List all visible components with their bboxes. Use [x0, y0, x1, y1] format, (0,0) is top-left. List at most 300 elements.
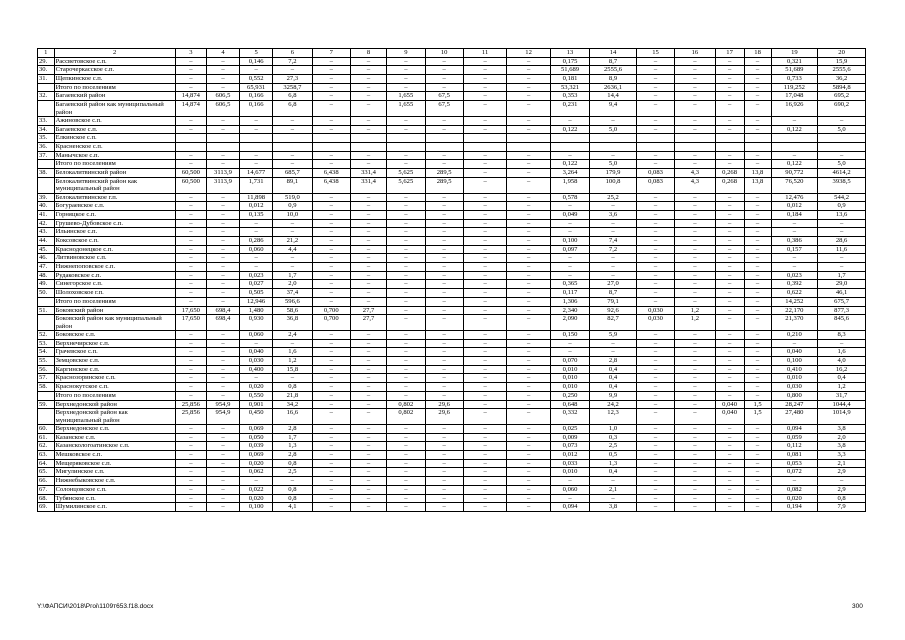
table-cell: – [590, 151, 637, 160]
table-cell: 46,1 [818, 289, 866, 298]
table-cell: – [771, 477, 818, 486]
table-cell: 8,3 [818, 331, 866, 340]
table-cell: – [350, 202, 386, 211]
column-number-header: 12 [507, 49, 551, 58]
table-cell: 0,122 [771, 160, 818, 169]
table-cell: – [350, 66, 386, 75]
row-name: Мешковское с.п. [54, 451, 175, 460]
table-cell: – [744, 210, 771, 219]
table-cell: – [206, 451, 239, 460]
table-cell: – [463, 400, 507, 409]
table-cell: 14,252 [771, 297, 818, 306]
table-cell: – [387, 116, 425, 125]
table-cell: 1,731 [240, 177, 273, 193]
table-cell: 0,365 [550, 280, 589, 289]
table-cell: 82,7 [590, 315, 637, 331]
table-cell: – [818, 228, 866, 237]
table-cell: – [715, 271, 744, 280]
table-cell: – [715, 365, 744, 374]
table-cell: 16,6 [273, 409, 312, 425]
table-cell: – [175, 210, 206, 219]
table-cell: – [636, 75, 674, 84]
table-cell: 0,112 [771, 442, 818, 451]
table-cell: 0,010 [550, 468, 589, 477]
table-cell: – [425, 57, 463, 66]
table-cell: – [636, 374, 674, 383]
table-cell: – [507, 433, 551, 442]
table-cell: – [507, 297, 551, 306]
table-cell: 1,3 [273, 442, 312, 451]
table-cell: – [636, 125, 674, 134]
table-cell: – [744, 331, 771, 340]
row-number: 42. [38, 219, 55, 228]
table-cell: – [675, 271, 715, 280]
table-cell: – [312, 160, 350, 169]
row-name: Белокалитвинский район [54, 169, 175, 178]
table-cell: – [387, 348, 425, 357]
table-cell: 67,5 [425, 101, 463, 117]
row-number: 39. [38, 193, 55, 202]
table-cell: – [206, 228, 239, 237]
table-cell: 28,6 [818, 237, 866, 246]
table-row [38, 92, 866, 101]
column-number-header: 14 [590, 49, 637, 58]
table-cell: – [715, 442, 744, 451]
table-cell: 0,097 [550, 245, 589, 254]
table-cell: 0,386 [771, 237, 818, 246]
table-cell: – [675, 494, 715, 503]
table-cell: – [312, 503, 350, 512]
row-name: Елкинское с.п. [54, 134, 175, 143]
table-cell: – [387, 237, 425, 246]
table-cell: – [463, 271, 507, 280]
table-cell: 27,7 [350, 315, 386, 331]
table-cell: – [350, 348, 386, 357]
table-row [38, 315, 866, 331]
table-cell: – [206, 237, 239, 246]
table-cell: – [675, 331, 715, 340]
table-cell: – [744, 280, 771, 289]
row-name: Тубянское с.п. [54, 494, 175, 503]
table-cell: – [175, 383, 206, 392]
table-cell: 0,146 [240, 57, 273, 66]
table-cell: – [350, 468, 386, 477]
row-name: Верхнедонское с.п. [54, 425, 175, 434]
table-cell: – [550, 254, 589, 263]
table-cell: – [550, 151, 589, 160]
table-cell: 2636,1 [590, 83, 637, 92]
table-cell: – [350, 459, 386, 468]
table-cell: – [425, 83, 463, 92]
table-cell: – [744, 271, 771, 280]
table-cell: – [463, 391, 507, 400]
table-row [38, 442, 866, 451]
table-cell: – [636, 237, 674, 246]
row-name: Ильинское с.п. [54, 228, 175, 237]
table-cell: 2,0 [273, 280, 312, 289]
row-name: Казанскологоатинское с.п. [54, 442, 175, 451]
row-name: Верхнедонской район как муниципальный район [54, 409, 175, 425]
table-cell: – [636, 477, 674, 486]
table-row [38, 245, 866, 254]
row-name: Казанское с.п. [54, 433, 175, 442]
table-cell: – [636, 202, 674, 211]
table-cell: – [463, 245, 507, 254]
table-cell: – [675, 451, 715, 460]
table-row [38, 348, 866, 357]
table-cell: 31,7 [818, 391, 866, 400]
table-cell: 685,7 [273, 169, 312, 178]
table-cell: – [507, 442, 551, 451]
table-cell: 0,410 [771, 365, 818, 374]
table-cell: – [715, 202, 744, 211]
table-cell: 0,9 [818, 202, 866, 211]
table-row [38, 494, 866, 503]
table-cell: 1,5 [744, 409, 771, 425]
table-cell: – [463, 57, 507, 66]
table-row [38, 306, 866, 315]
table-cell: 92,6 [590, 306, 637, 315]
table-cell: – [273, 160, 312, 169]
table-cell: – [175, 245, 206, 254]
table-cell: – [350, 245, 386, 254]
row-number: 30. [38, 66, 55, 75]
table-cell: – [675, 485, 715, 494]
row-number: 46. [38, 254, 55, 263]
row-number: 61. [38, 433, 55, 442]
table-cell: 1,2 [818, 383, 866, 392]
table-cell: 0,8 [273, 494, 312, 503]
table-body [38, 49, 866, 512]
column-number-header: 9 [387, 49, 425, 58]
table-cell: – [771, 263, 818, 272]
table-cell: – [425, 391, 463, 400]
table-cell: – [206, 75, 239, 84]
table-cell: – [425, 459, 463, 468]
table-cell: 0,175 [550, 57, 589, 66]
footer-file-path: Y:\ФАПСИ\2018\Ргоi\1109т653.f18.docx [37, 603, 154, 610]
table-cell: 28,247 [771, 400, 818, 409]
table-cell [771, 143, 818, 152]
table-cell: 8,9 [590, 75, 637, 84]
table-cell: 0,020 [240, 459, 273, 468]
table-cell: 0,100 [240, 503, 273, 512]
column-number-header: 19 [771, 49, 818, 58]
table-cell: – [425, 151, 463, 160]
table-cell: – [507, 494, 551, 503]
table-cell: – [350, 433, 386, 442]
table-cell: – [507, 400, 551, 409]
table-cell: – [350, 193, 386, 202]
table-cell: 1,2 [675, 315, 715, 331]
table-cell: – [744, 66, 771, 75]
table-cell: 4,4 [273, 245, 312, 254]
table-cell: – [350, 297, 386, 306]
table-cell: 1,2 [273, 357, 312, 366]
row-number: 41. [38, 210, 55, 219]
table-cell: – [175, 75, 206, 84]
table-cell: – [425, 193, 463, 202]
table-cell: 0,073 [550, 442, 589, 451]
table-cell: 0,023 [240, 271, 273, 280]
table-cell: – [312, 357, 350, 366]
table-cell: – [744, 263, 771, 272]
page-number: 300 [852, 603, 863, 610]
table-cell: 0,012 [771, 202, 818, 211]
table-cell: – [387, 503, 425, 512]
table-cell: – [744, 254, 771, 263]
table-cell: 5,0 [818, 125, 866, 134]
row-name: Манычское с.п. [54, 151, 175, 160]
table-cell [744, 134, 771, 143]
table-cell: – [744, 228, 771, 237]
table-cell: – [387, 245, 425, 254]
table-row [38, 409, 866, 425]
table-cell: – [312, 210, 350, 219]
table-cell: – [350, 503, 386, 512]
table-cell: 13,8 [744, 169, 771, 178]
table-row [38, 468, 866, 477]
table-cell: 0,100 [550, 237, 589, 246]
table-cell: – [550, 271, 589, 280]
row-number [38, 177, 55, 193]
table-cell: – [425, 477, 463, 486]
column-number-header: 1 [38, 49, 55, 58]
table-cell: – [273, 374, 312, 383]
table-cell: – [463, 125, 507, 134]
table-cell: – [744, 202, 771, 211]
table-cell: – [312, 193, 350, 202]
table-cell: – [350, 75, 386, 84]
table-cell: – [507, 101, 551, 117]
table-cell: – [312, 116, 350, 125]
table-cell: – [350, 477, 386, 486]
row-number: 38. [38, 169, 55, 178]
table-cell: 0,040 [715, 409, 744, 425]
table-cell: – [715, 219, 744, 228]
table-cell: – [387, 289, 425, 298]
table-cell: – [175, 485, 206, 494]
table-cell: – [425, 494, 463, 503]
table-row [38, 503, 866, 512]
row-name: Мещеряковское с.п. [54, 459, 175, 468]
table-cell: 0,039 [240, 442, 273, 451]
column-number-header: 13 [550, 49, 589, 58]
table-cell: – [206, 66, 239, 75]
table-cell: 4,1 [273, 503, 312, 512]
table-cell: – [350, 151, 386, 160]
table-cell: 3258,7 [273, 83, 312, 92]
row-name: Багаевский район [54, 92, 175, 101]
table-cell: – [350, 357, 386, 366]
table-cell: – [675, 245, 715, 254]
table-cell: 3,6 [590, 210, 637, 219]
table-cell: – [715, 331, 744, 340]
table-cell: – [273, 219, 312, 228]
table-cell [175, 134, 206, 143]
table-cell: – [387, 485, 425, 494]
table-cell: – [715, 477, 744, 486]
table-cell [240, 143, 273, 152]
table-row [38, 374, 866, 383]
table-cell: 27,7 [350, 306, 386, 315]
table-cell: – [715, 485, 744, 494]
table-cell: 2,8 [273, 451, 312, 460]
table-cell: – [771, 116, 818, 125]
row-name: Грушево-Дубовское с.п. [54, 219, 175, 228]
row-name: Земцовское с.п. [54, 357, 175, 366]
row-number: 35. [38, 134, 55, 143]
table-cell: – [818, 477, 866, 486]
table-cell: – [715, 468, 744, 477]
table-cell: – [818, 263, 866, 272]
table-cell: – [590, 339, 637, 348]
table-cell: – [675, 75, 715, 84]
table-cell: 0,010 [550, 365, 589, 374]
row-name: Итого по поселениям [54, 83, 175, 92]
table-cell: – [425, 433, 463, 442]
table-cell: 5,0 [590, 125, 637, 134]
table-cell: – [675, 297, 715, 306]
table-row [38, 101, 866, 117]
table-cell: – [715, 116, 744, 125]
table-cell: – [175, 254, 206, 263]
table-cell: – [175, 331, 206, 340]
table-cell: – [273, 66, 312, 75]
table-cell: – [350, 219, 386, 228]
table-cell: 0,194 [771, 503, 818, 512]
table-cell: – [350, 374, 386, 383]
table-cell: – [312, 383, 350, 392]
table-cell: – [312, 409, 350, 425]
table-cell: 0,122 [550, 160, 589, 169]
table-cell: – [387, 468, 425, 477]
table-cell: – [636, 391, 674, 400]
table-cell: – [744, 348, 771, 357]
table-cell: 65,931 [240, 83, 273, 92]
table-cell: – [312, 494, 350, 503]
table-cell: 0,072 [771, 468, 818, 477]
table-cell: – [675, 400, 715, 409]
table-row [38, 169, 866, 178]
table-cell: – [507, 254, 551, 263]
row-name: Шолоховское г.п. [54, 289, 175, 298]
table-cell: 7,2 [590, 245, 637, 254]
table-cell: – [715, 125, 744, 134]
table-cell: – [507, 451, 551, 460]
table-cell: 25,856 [175, 400, 206, 409]
table-cell: – [771, 151, 818, 160]
table-cell: – [387, 83, 425, 92]
table-cell: – [744, 125, 771, 134]
row-number: 66. [38, 477, 55, 486]
table-cell: 690,2 [818, 101, 866, 117]
table-cell: 5,9 [590, 331, 637, 340]
table-cell: 2,1 [590, 485, 637, 494]
table-cell: – [463, 177, 507, 193]
table-cell: – [350, 451, 386, 460]
table-cell: – [744, 92, 771, 101]
table-cell: 0,030 [636, 306, 674, 315]
table-cell: – [175, 160, 206, 169]
table-cell: – [463, 280, 507, 289]
table-cell: – [175, 289, 206, 298]
row-number: 34. [38, 125, 55, 134]
table-cell: – [425, 306, 463, 315]
table-cell: – [675, 374, 715, 383]
table-cell: 29,0 [818, 280, 866, 289]
table-cell: – [675, 125, 715, 134]
table-cell: 0,268 [715, 177, 744, 193]
table-cell: – [387, 202, 425, 211]
table-cell: – [715, 348, 744, 357]
table-cell: – [744, 160, 771, 169]
table-cell: – [636, 409, 674, 425]
table-cell: – [312, 271, 350, 280]
table-cell: – [636, 116, 674, 125]
table-cell: – [744, 433, 771, 442]
table-cell: – [387, 331, 425, 340]
table-cell: 2,4 [273, 331, 312, 340]
table-cell: – [507, 468, 551, 477]
table-cell: – [744, 237, 771, 246]
table-cell: 0,8 [818, 494, 866, 503]
table-row [38, 280, 866, 289]
table-cell: – [744, 219, 771, 228]
table-cell: – [206, 83, 239, 92]
table-cell: – [675, 263, 715, 272]
table-cell: – [715, 75, 744, 84]
table-cell: 0,010 [771, 374, 818, 383]
table-cell: – [675, 468, 715, 477]
table-cell: – [715, 451, 744, 460]
table-cell: – [387, 383, 425, 392]
table-cell: – [463, 339, 507, 348]
table-cell: – [507, 425, 551, 434]
table-cell: – [715, 433, 744, 442]
table-cell: 0,930 [240, 315, 273, 331]
table-cell: 331,4 [350, 177, 386, 193]
table-cell: 1,958 [550, 177, 589, 193]
table-cell: – [507, 315, 551, 331]
table-cell: 6,438 [312, 169, 350, 178]
table-cell: – [507, 219, 551, 228]
table-cell: – [675, 348, 715, 357]
table-cell: 4614,2 [818, 169, 866, 178]
table-cell: – [273, 151, 312, 160]
table-cell: 100,8 [590, 177, 637, 193]
table-cell: – [312, 374, 350, 383]
table-cell: – [312, 477, 350, 486]
table-cell [715, 134, 744, 143]
row-number: 58. [38, 383, 55, 392]
row-number: 68. [38, 494, 55, 503]
table-cell: – [273, 228, 312, 237]
table-cell: 15,9 [818, 57, 866, 66]
table-cell: 17,048 [771, 92, 818, 101]
row-name: Солонцовское с.п. [54, 485, 175, 494]
table-cell: 22,170 [771, 306, 818, 315]
table-cell: 0,020 [240, 383, 273, 392]
table-cell: – [387, 357, 425, 366]
table-cell: – [590, 116, 637, 125]
table-cell: – [507, 57, 551, 66]
table-cell: 14,677 [240, 169, 273, 178]
table-cell: – [175, 425, 206, 434]
table-cell: – [550, 228, 589, 237]
table-cell: – [312, 245, 350, 254]
table-cell: 29,6 [425, 409, 463, 425]
